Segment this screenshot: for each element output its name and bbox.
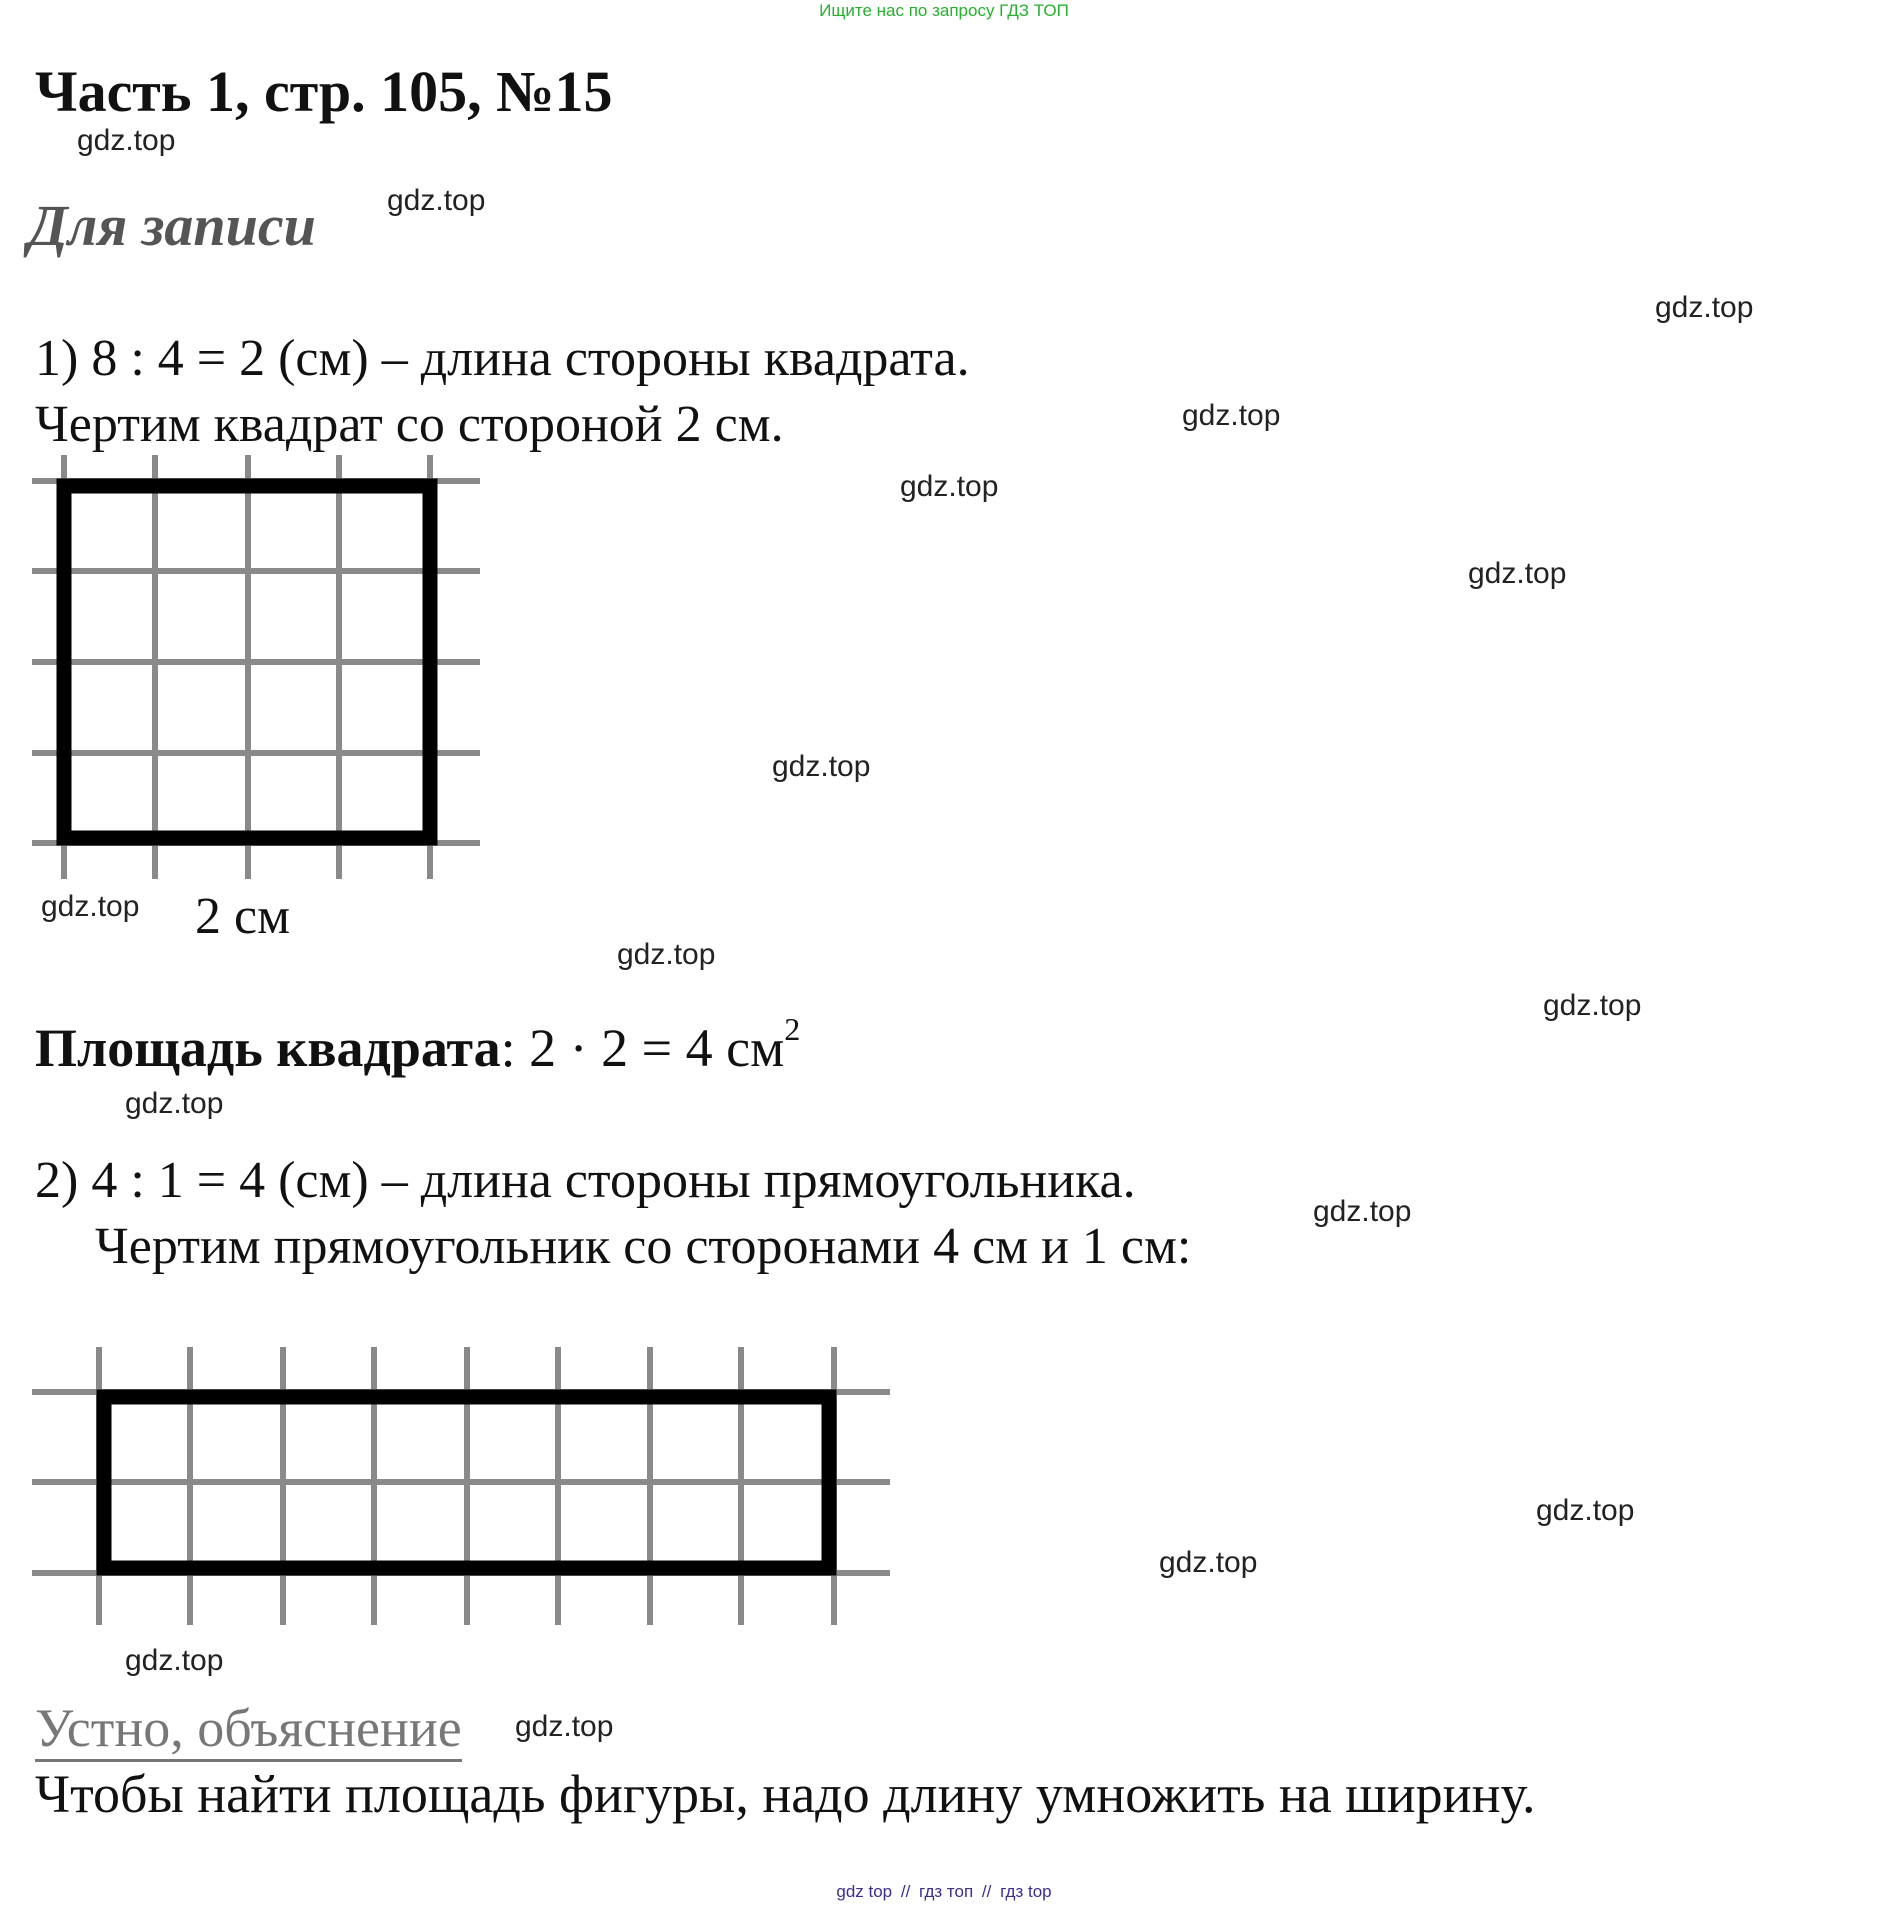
top-banner: Ищите нас по запросу ГДЗ ТОП [819,1,1069,20]
watermark: gdz.top [1543,989,1642,1022]
footer-link[interactable]: гдз top [1000,1882,1052,1901]
watermark: gdz.top [1536,1494,1635,1527]
footer-link[interactable]: гдз топ [919,1882,974,1901]
watermark: gdz.top [617,938,716,971]
watermark: gdz.top [125,1087,224,1120]
footer-separator: // [981,1882,992,1901]
footer-separator: // [900,1882,911,1901]
watermark: gdz.top [515,1710,614,1743]
watermark: gdz.top [125,1644,224,1677]
step1-line1: 1) 8 : 4 = 2 (см) – длина стороны квадрата. [35,330,970,387]
watermark: gdz.top [900,470,999,503]
step2-line2: Чертим прямоугольник со сторонами 4 см и 1 см: [95,1218,1192,1275]
watermark: gdz.top [1159,1546,1258,1579]
watermark: gdz.top [1655,291,1754,324]
watermark: gdz.top [1313,1195,1412,1228]
watermark: gdz.top [41,890,140,923]
rectangle-grid-drawing [32,1347,892,1627]
conclusion: Чтобы найти площадь фигуры, надо длину умножить на ширину. [35,1764,1536,1824]
watermark: gdz.top [1182,399,1281,432]
watermark: gdz.top [772,750,871,783]
area-expression: : 2 · 2 = 4 см [500,1018,785,1078]
watermark: gdz.top [387,184,486,217]
footer-link[interactable]: gdz top [836,1882,893,1901]
watermark: gdz.top [77,124,176,157]
grid-lines [32,1347,890,1625]
oral-heading: Устно, объяснение [35,1697,462,1762]
watermark: gdz.top [1468,557,1567,590]
area-power: 2 [784,1011,801,1047]
section-heading: Для записи [28,193,316,258]
grid-lines [32,455,480,879]
step2-line1: 2) 4 : 1 = 4 (см) – длина стороны прямоугольника. [35,1152,1136,1209]
square-side-label: 2 см [195,888,290,945]
page-title: Часть 1, стр. 105, №15 [35,59,613,124]
square-grid-drawing [32,455,482,885]
area-formula [35,1011,801,1079]
area-label: Площадь квадрата [35,1018,501,1078]
footer [0,1882,1888,1902]
step1-line2: Чертим квадрат со стороной 2 см. [35,396,784,453]
